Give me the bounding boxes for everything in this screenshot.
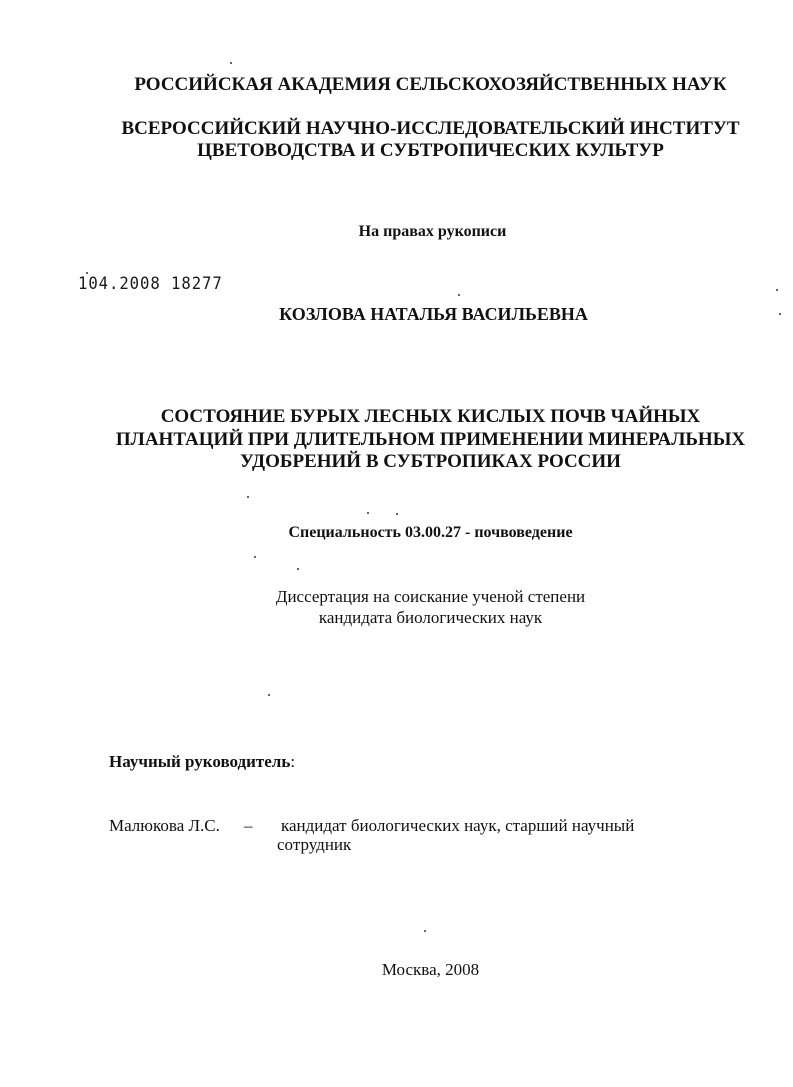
city-year: Москва, 2008	[381, 960, 480, 979]
supervisor-colon: :	[290, 752, 296, 771]
scan-speck	[367, 512, 369, 514]
scan-speck	[776, 289, 778, 291]
scan-speck	[779, 313, 781, 315]
specialty: Специальность 03.00.27 - почвоведение	[288, 524, 573, 541]
degree-line-2: кандидата биологических наук	[318, 608, 543, 627]
scan-speck	[254, 556, 256, 558]
supervisor-dash: –	[244, 816, 253, 835]
author-name: КОЗЛОВА НАТАЛЬЯ ВАСИЛЬЕВНА	[279, 304, 588, 324]
supervisor-label: Научный руководитель	[109, 752, 291, 771]
supervisor-title-line-1: кандидат биологических наук, старший научный	[281, 816, 635, 835]
scan-speck	[268, 694, 270, 696]
scan-speck	[396, 513, 398, 515]
scan-speck	[230, 62, 232, 64]
supervisor-heading	[109, 752, 295, 772]
scan-speck	[458, 294, 460, 296]
manuscript-note: На правах рукописи	[358, 223, 507, 240]
dissertation-title-line-1: СОСТОЯНИЕ БУРЫХ ЛЕСНЫХ КИСЛЫХ ПОЧВ ЧАЙНЫХ	[160, 406, 701, 427]
scan-speck	[424, 930, 426, 932]
scan-speck	[247, 496, 249, 498]
scan-speck	[86, 272, 88, 274]
dissertation-title-line-3: УДОБРЕНИЙ В СУБТРОПИКАХ РОССИИ	[240, 451, 621, 472]
degree-line-1: Диссертация на соискание ученой степени	[275, 587, 586, 606]
scan-speck	[297, 568, 299, 570]
academy-name: РОССИЙСКАЯ АКАДЕМИЯ СЕЛЬСКОХОЗЯЙСТВЕННЫХ НАУК	[134, 74, 727, 95]
institute-name-line-2: ЦВЕТОВОДСТВА И СУБТРОПИЧЕСКИХ КУЛЬТУР	[197, 140, 664, 161]
dissertation-title-line-2: ПЛАНТАЦИЙ ПРИ ДЛИТЕЛЬНОМ ПРИМЕНЕНИИ МИНЕРАЛЬНЫХ	[115, 429, 746, 450]
supervisor-title-line-2: сотрудник	[277, 835, 352, 854]
registration-stamp: 104.2008 18277	[78, 274, 223, 294]
supervisor-name: Малюкова Л.С.	[109, 816, 220, 835]
institute-name-line-1: ВСЕРОССИЙСКИЙ НАУЧНО-ИССЛЕДОВАТЕЛЬСКИЙ ИНСТИТУТ	[121, 118, 740, 139]
